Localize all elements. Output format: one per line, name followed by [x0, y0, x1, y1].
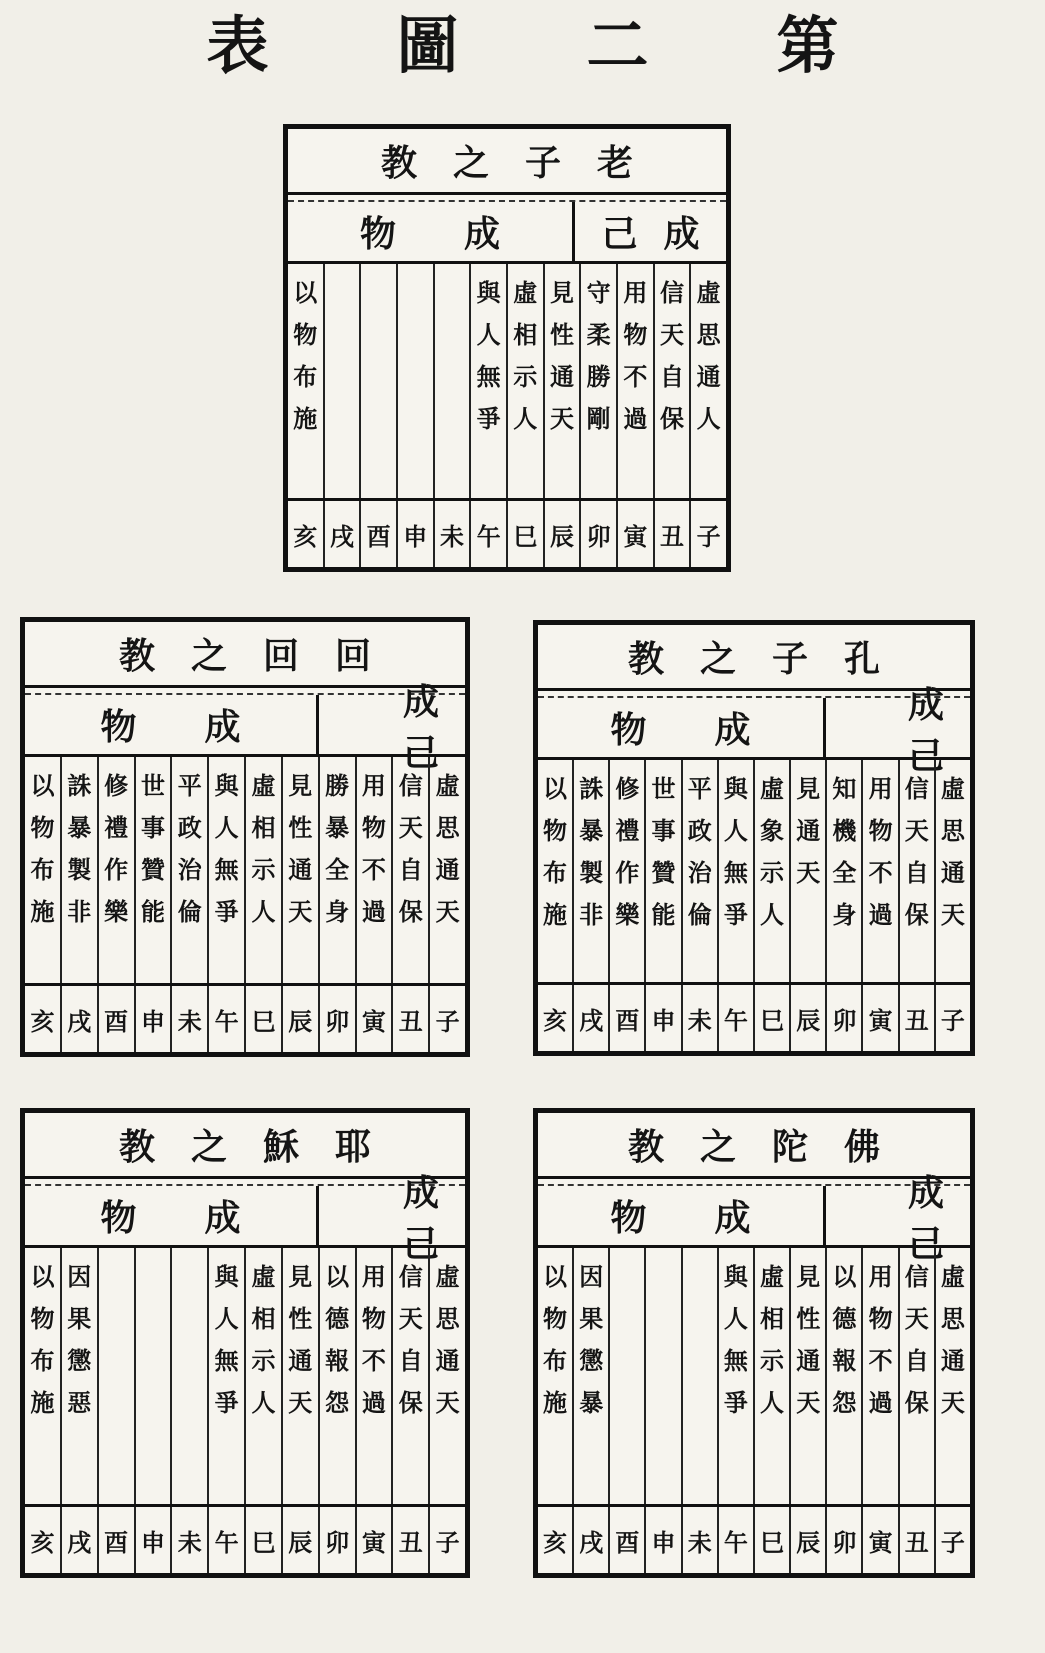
column: 與 人 無 爭	[717, 1248, 753, 1504]
page-title: 第二圖表	[206, 8, 967, 82]
branch-cell: 午	[207, 1507, 244, 1573]
branch-cell: 亥	[30, 1006, 55, 1036]
column	[134, 1248, 171, 1504]
branch-cell: 申	[134, 1507, 171, 1573]
branch-cell: 戌	[323, 501, 360, 567]
column: 虛 相 示 人	[244, 757, 281, 983]
branch-cell: 卯	[579, 501, 616, 567]
column: 勝 暴 全 身	[318, 757, 355, 983]
header-chengji: 成己	[402, 680, 465, 774]
branch-row	[538, 985, 970, 1051]
divider	[288, 195, 726, 202]
panel-title: 耶穌之教	[25, 1113, 465, 1179]
branch-cell: 戌	[60, 986, 97, 1052]
column	[644, 1248, 680, 1504]
column: 虛 思 通 天	[428, 1248, 465, 1504]
panel-header	[538, 1171, 970, 1265]
column	[608, 1248, 644, 1504]
column: 與 人 無 爭	[469, 264, 506, 498]
column: 虛 思 通 天	[934, 1248, 970, 1504]
branch-cell: 酉	[97, 1507, 134, 1573]
branch-cell: 辰	[281, 986, 318, 1052]
column: 以 物 布 施	[543, 1262, 568, 1417]
branch-cell: 丑	[898, 985, 934, 1051]
panel-header	[538, 683, 970, 777]
column: 虛 思 通 人	[689, 264, 726, 498]
branch-cell: 卯	[825, 1507, 861, 1573]
header-chengji: 成己	[601, 213, 726, 255]
panel-title: 孔子之教	[538, 625, 970, 691]
column: 用 物 不 過	[355, 757, 392, 983]
column: 與 人 無 爭	[717, 760, 753, 982]
header-chengwu: 成物	[25, 1186, 319, 1245]
header-chengwu: 成物	[538, 698, 826, 757]
column: 修 禮 作 樂	[97, 757, 134, 983]
branch-cell: 巳	[753, 985, 789, 1051]
branch-cell: 酉	[608, 1507, 644, 1573]
header-chengji: 成己	[907, 683, 970, 777]
branch-cell: 丑	[898, 1507, 934, 1573]
panel-fotuo	[533, 1108, 975, 1578]
header-chengji: 成己	[402, 1171, 465, 1265]
branch-cell: 辰	[543, 501, 580, 567]
branch-cell: 辰	[281, 1507, 318, 1573]
column: 虛 相 示 人	[753, 1248, 789, 1504]
branch-cell: 寅	[861, 1507, 897, 1573]
column: 虛 相 示 人	[244, 1248, 281, 1504]
branch-cell: 未	[433, 501, 470, 567]
branch-cell: 子	[689, 501, 726, 567]
column: 用 物 不 過	[861, 1248, 897, 1504]
branch-cell: 辰	[789, 1507, 825, 1573]
column: 守 柔 勝 剛	[579, 264, 616, 498]
branch-cell: 亥	[543, 1005, 568, 1035]
branch-cell: 寅	[355, 986, 392, 1052]
branch-cell: 子	[428, 1507, 465, 1573]
panel-header	[25, 680, 465, 774]
column: 因 果 懲 暴	[572, 1248, 608, 1504]
branch-cell: 戌	[60, 1507, 97, 1573]
column: 以 物 布 施	[30, 1262, 55, 1417]
column: 以 物 布 施	[543, 774, 568, 929]
column: 知 機 全 身	[825, 760, 861, 982]
column: 誅 暴 製 非	[572, 760, 608, 982]
column: 虛 象 示 人	[753, 760, 789, 982]
panel-body	[25, 757, 465, 986]
panel-huihui	[20, 617, 470, 1057]
header-chengji: 成己	[907, 1171, 970, 1265]
branch-cell: 巳	[506, 501, 543, 567]
branch-cell: 寅	[616, 501, 653, 567]
column: 信 天 自 保	[898, 760, 934, 982]
branch-cell: 卯	[318, 1507, 355, 1573]
panel-title: 回回之教	[25, 622, 465, 688]
column: 用 物 不 過	[861, 760, 897, 982]
branch-cell: 子	[934, 985, 970, 1051]
column: 平 政 治 倫	[681, 760, 717, 982]
branch-cell: 卯	[318, 986, 355, 1052]
column: 見 性 通 天	[789, 1248, 825, 1504]
column: 虛 思 通 天	[428, 757, 465, 983]
column: 虛 思 通 天	[934, 760, 970, 982]
column: 世 事 贊 能	[134, 757, 171, 983]
branch-row	[288, 501, 726, 567]
panel-header	[288, 202, 726, 264]
column: 用 物 不 過	[355, 1248, 392, 1504]
panel-kongzi	[533, 620, 975, 1056]
column: 因 果 懲 惡	[60, 1248, 97, 1504]
column	[433, 264, 470, 498]
branch-cell: 亥	[30, 1527, 55, 1557]
column	[170, 1248, 207, 1504]
column: 信 天 自 保	[653, 264, 690, 498]
branch-cell: 申	[644, 985, 680, 1051]
column	[681, 1248, 717, 1504]
header-chengwu: 成物	[25, 695, 319, 754]
branch-cell: 子	[934, 1507, 970, 1573]
column: 以 物 布 施	[30, 771, 55, 926]
branch-cell: 酉	[359, 501, 396, 567]
column: 以 物 布 施	[293, 278, 318, 433]
branch-cell: 申	[134, 986, 171, 1052]
column: 用 物 不 過	[616, 264, 653, 498]
column: 平 政 治 倫	[170, 757, 207, 983]
branch-cell: 亥	[543, 1527, 568, 1557]
branch-cell: 未	[681, 1507, 717, 1573]
branch-cell: 未	[170, 986, 207, 1052]
branch-cell: 丑	[391, 1507, 428, 1573]
header-chengwu: 成物	[288, 202, 575, 261]
branch-cell: 丑	[653, 501, 690, 567]
branch-row	[538, 1507, 970, 1573]
branch-cell: 子	[428, 986, 465, 1052]
branch-cell: 未	[681, 985, 717, 1051]
column	[97, 1248, 134, 1504]
column: 信 天 自 保	[391, 1248, 428, 1504]
column: 修 禮 作 樂	[608, 760, 644, 982]
column: 與 人 無 爭	[207, 757, 244, 983]
branch-cell: 酉	[608, 985, 644, 1051]
column: 信 天 自 保	[898, 1248, 934, 1504]
column: 與 人 無 爭	[207, 1248, 244, 1504]
panel-body	[538, 1248, 970, 1507]
column: 以 德 報 怨	[825, 1248, 861, 1504]
panel-body	[288, 264, 726, 501]
branch-cell: 申	[644, 1507, 680, 1573]
branch-cell: 寅	[355, 1507, 392, 1573]
branch-cell: 巳	[244, 1507, 281, 1573]
branch-cell: 寅	[861, 985, 897, 1051]
branch-cell: 巳	[753, 1507, 789, 1573]
branch-cell: 辰	[789, 985, 825, 1051]
column: 以 德 報 怨	[318, 1248, 355, 1504]
column: 見 通 天	[789, 760, 825, 982]
column	[359, 264, 396, 498]
column	[396, 264, 433, 498]
branch-cell: 午	[469, 501, 506, 567]
branch-cell: 申	[396, 501, 433, 567]
branch-cell: 午	[207, 986, 244, 1052]
branch-cell: 午	[717, 1507, 753, 1573]
branch-cell: 戌	[572, 1507, 608, 1573]
branch-cell: 巳	[244, 986, 281, 1052]
column: 世 事 贊 能	[644, 760, 680, 982]
column	[323, 264, 360, 498]
panel-title: 老子之教	[288, 129, 726, 195]
column: 虛 相 示 人	[506, 264, 543, 498]
branch-cell: 未	[170, 1507, 207, 1573]
panel-laozi	[283, 124, 731, 572]
panel-body	[25, 1248, 465, 1507]
branch-cell: 戌	[572, 985, 608, 1051]
panel-header	[25, 1171, 465, 1265]
header-chengwu: 成物	[538, 1186, 826, 1245]
branch-row	[25, 986, 465, 1052]
column: 誅 暴 製 非	[60, 757, 97, 983]
branch-cell: 丑	[391, 986, 428, 1052]
column: 見 性 通 天	[543, 264, 580, 498]
branch-cell: 午	[717, 985, 753, 1051]
panel-title: 佛陀之教	[538, 1113, 970, 1179]
column: 見 性 通 天	[281, 757, 318, 983]
branch-row	[25, 1507, 465, 1573]
column: 信 天 自 保	[391, 757, 428, 983]
branch-cell: 亥	[293, 521, 318, 551]
panel-yesu	[20, 1108, 470, 1578]
panel-body	[538, 760, 970, 985]
branch-cell: 卯	[825, 985, 861, 1051]
column: 見 性 通 天	[281, 1248, 318, 1504]
branch-cell: 酉	[97, 986, 134, 1052]
